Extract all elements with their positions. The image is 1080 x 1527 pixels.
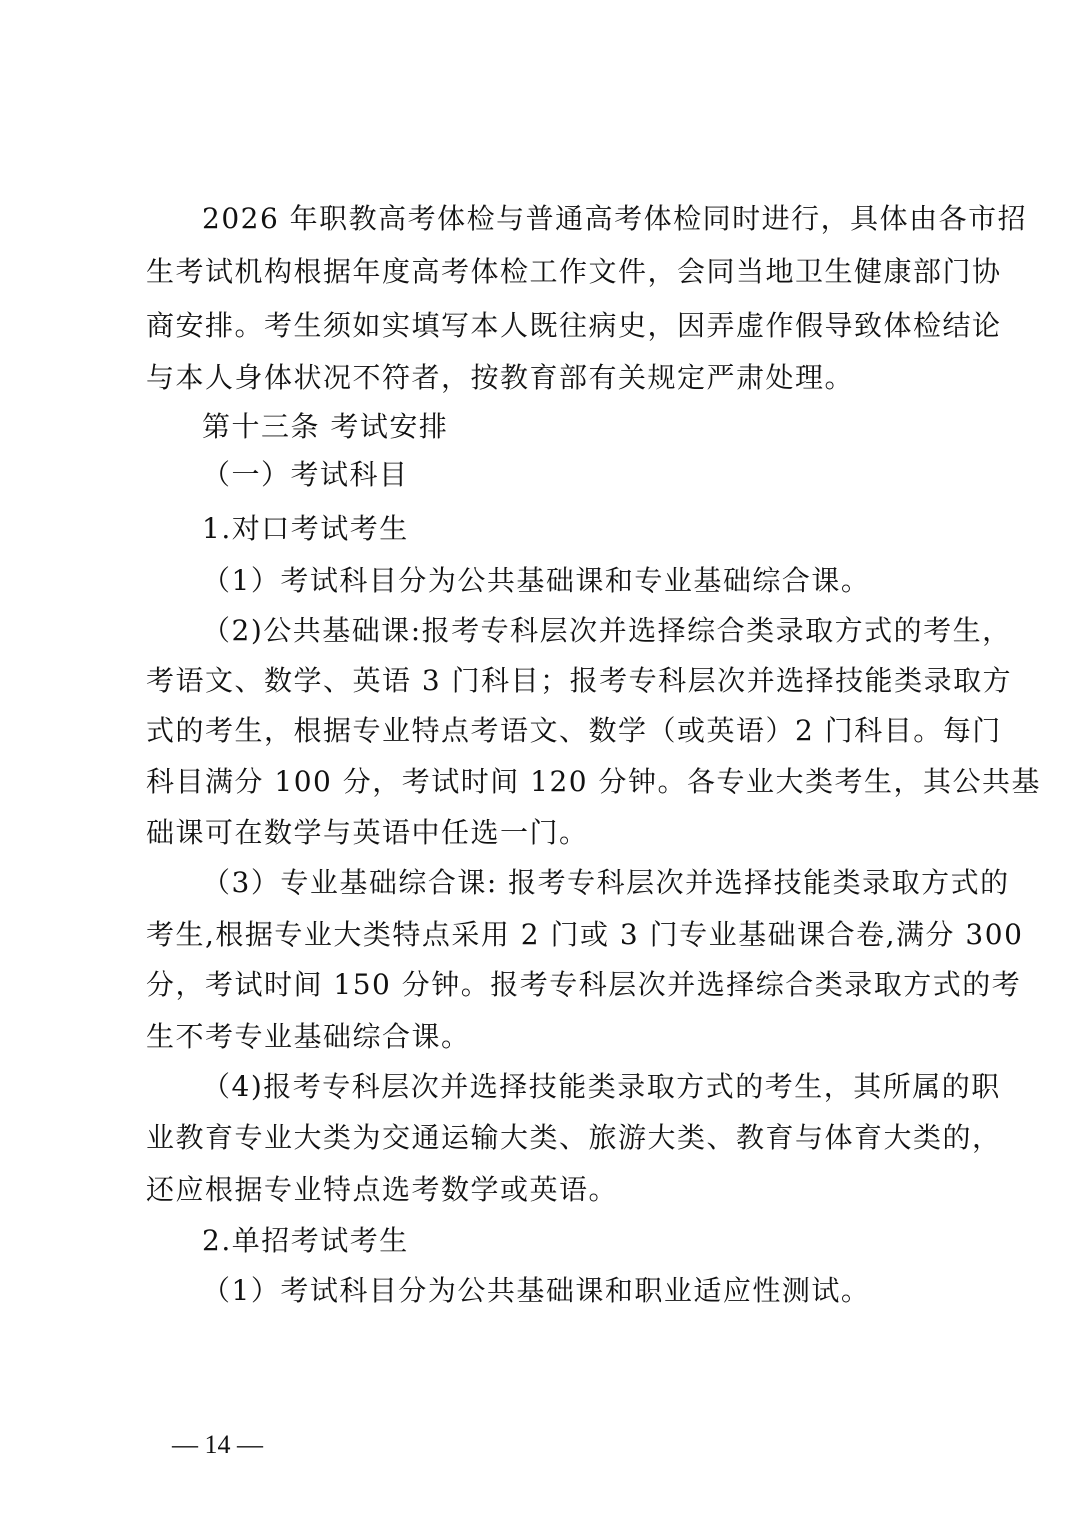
paragraph-line: 式的考生，根据专业特点考语文、数学（或英语）2 门科目。每门 bbox=[146, 714, 1002, 747]
paragraph-line: 业教育专业大类为交通运输大类、旅游大类、教育与体育大类的， bbox=[146, 1121, 1002, 1154]
paragraph-line: （1）考试科目分为公共基础课和职业适应性测试。 bbox=[202, 1274, 871, 1307]
paragraph-line: 分，考试时间 150 分钟。报考专科层次并选择综合类录取方式的考 bbox=[146, 968, 1022, 1001]
paragraph-line: 考生,根据专业大类特点采用 2 门或 3 门专业基础课合卷,满分 300 bbox=[146, 918, 1024, 951]
paragraph-line: 2026 年职教高考体检与普通高考体检同时进行，具体由各市招 bbox=[202, 202, 1028, 235]
paragraph-line: 商安排。考生须如实填写本人既往病史，因弄虚作假导致体检结论 bbox=[146, 309, 1002, 342]
paragraph-line: （1）考试科目分为公共基础课和专业基础综合课。 bbox=[202, 564, 871, 597]
item-heading: 2.单招考试考生 bbox=[202, 1224, 409, 1257]
subsection-heading: （一）考试科目 bbox=[202, 458, 409, 491]
paragraph-line: 还应根据专业特点选考数学或英语。 bbox=[146, 1173, 619, 1206]
paragraph-line: （2)公共基础课:报考专科层次并选择综合类录取方式的考生， bbox=[202, 614, 1012, 647]
paragraph-line: （3）专业基础综合课: 报考专科层次并选择技能类录取方式的 bbox=[202, 866, 1010, 899]
page-number: — 14 — bbox=[172, 1430, 263, 1459]
paragraph-line: 础课可在数学与英语中任选一门。 bbox=[146, 816, 589, 849]
paragraph-line: 科目满分 100 分，考试时间 120 分钟。各专业大类考生，其公共基 bbox=[146, 765, 1041, 798]
paragraph-line: 考语文、数学、英语 3 门科目；报考专科层次并选择技能类录取方 bbox=[146, 664, 1013, 697]
paragraph-line: 生不考专业基础综合课。 bbox=[146, 1020, 471, 1053]
section-heading: 第十三条 考试安排 bbox=[202, 410, 449, 443]
paragraph-line: （4)报考专科层次并选择技能类录取方式的考生，其所属的职 bbox=[202, 1070, 1001, 1103]
paragraph-line: 生考试机构根据年度高考体检工作文件，会同当地卫生健康部门协 bbox=[146, 255, 1002, 288]
item-heading: 1.对口考试考生 bbox=[202, 512, 409, 545]
paragraph-line: 与本人身体状况不符者，按教育部有关规定严肃处理。 bbox=[146, 361, 855, 394]
